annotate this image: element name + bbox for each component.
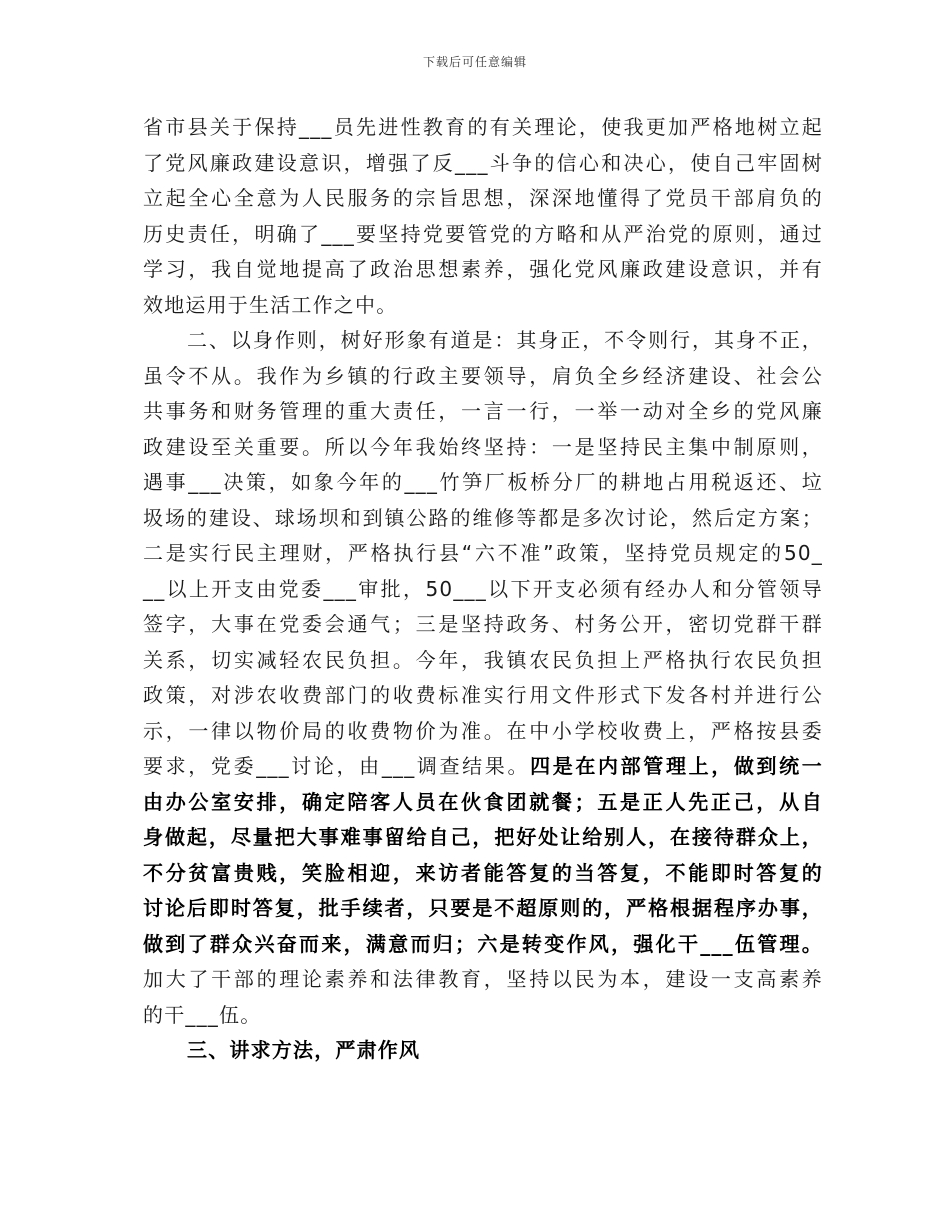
- bold-text-segment: 四是在内部管理上，做到统一: [530, 754, 824, 778]
- text-line: 圾场的建设、球场坝和到镇公路的维修等都是多次讨论，然后定方案；: [143, 505, 823, 530]
- text-line: 立起全心全意为人民服务的宗旨思想，深深地懂得了党员干部肩负的: [143, 186, 823, 210]
- document-body: [143, 110, 823, 1069]
- bold-text-line: 做到了群众兴奋而来，满意而归；六是转变作风，强化干___伍管理。: [143, 931, 823, 956]
- text-line: 政策，对涉农收费部门的收费标准实行用文件形式下发各村并进行公: [143, 683, 823, 707]
- bold-text-line: 不分贫富贵贱，笑脸相迎，来访者能答复的当答复，不能即时答复的: [143, 860, 823, 885]
- paragraph-1: [143, 110, 823, 323]
- text-line: 签字，大事在党委会通气；三是坚持政务、村务公开，密切党群干群: [143, 612, 823, 636]
- mixed-text-line: [143, 749, 823, 785]
- text-line: 学习，我自觉地提高了政治思想素养，强化党风廉政建设意识，并有: [143, 257, 823, 281]
- text-line: 省市县关于保持___员先进性教育的有关理论，使我更加严格地树立起: [143, 115, 823, 139]
- text-line: 的干___伍。: [143, 1002, 262, 1027]
- bold-text-line: 身做起，尽量把大事难事留给自己，把好处让给别人，在接待群众上，: [143, 825, 823, 849]
- paragraph-2: [143, 323, 823, 1033]
- text-line: 了党风廉政建设意识，增强了反___斗争的信心和决心，使自己牢固树: [143, 150, 823, 175]
- bold-text-line: 讨论后即时答复，批手续者，只要是不超原则的，严格根据程序办事，: [143, 896, 823, 920]
- section-heading: 三、讲求方法，严肃作风: [187, 1038, 421, 1062]
- text-line: 二是实行民主理财，严格执行县“六不准”政策，坚持党员规定的50_: [143, 541, 823, 565]
- bold-text-line: 由办公室安排，确定陪客人员在伙食团就餐；五是正人先正己，从自: [143, 789, 823, 814]
- text-line: 政建设至关重要。所以今年我始终坚持：一是坚持民主集中制原则，: [143, 434, 823, 459]
- text-line: 遇事___决策，如象今年的___竹笋厂板桥分厂的耕地占用税返还、垃: [143, 470, 823, 494]
- text-segment: 要求，党委___讨论，由___调查结果。: [143, 754, 531, 778]
- text-line: 示，一律以物价局的收费物价为准。在中小学校收费上，严格按县委: [143, 718, 823, 743]
- text-line: 虽令不从。我作为乡镇的行政主要领导，肩负全乡经济建设、社会公: [143, 363, 823, 388]
- text-line: 关系，切实减轻农民负担。今年，我镇农民负担上严格执行农民负担: [143, 647, 823, 672]
- text-line: __以上开支由党委___审批，50___以下开支必须有经办人和分管领导: [143, 576, 823, 601]
- text-line: 共事务和财务管理的重大责任，一言一行，一举一动对全乡的党风廉: [143, 399, 823, 423]
- text-line: 效地运用于生活工作之中。: [143, 292, 398, 317]
- text-line: 加大了干部的理论素养和法律教育，坚持以民为本，建设一支高素养: [143, 967, 823, 991]
- text-line: 历史责任，明确了___要坚持党要管党的方略和从严治党的原则，通过: [143, 221, 823, 246]
- text-line: 二、以身作则，树好形象有道是：其身正，不令则行，其身不正，: [187, 328, 823, 352]
- page-header: 下载后可任意编辑: [422, 55, 527, 69]
